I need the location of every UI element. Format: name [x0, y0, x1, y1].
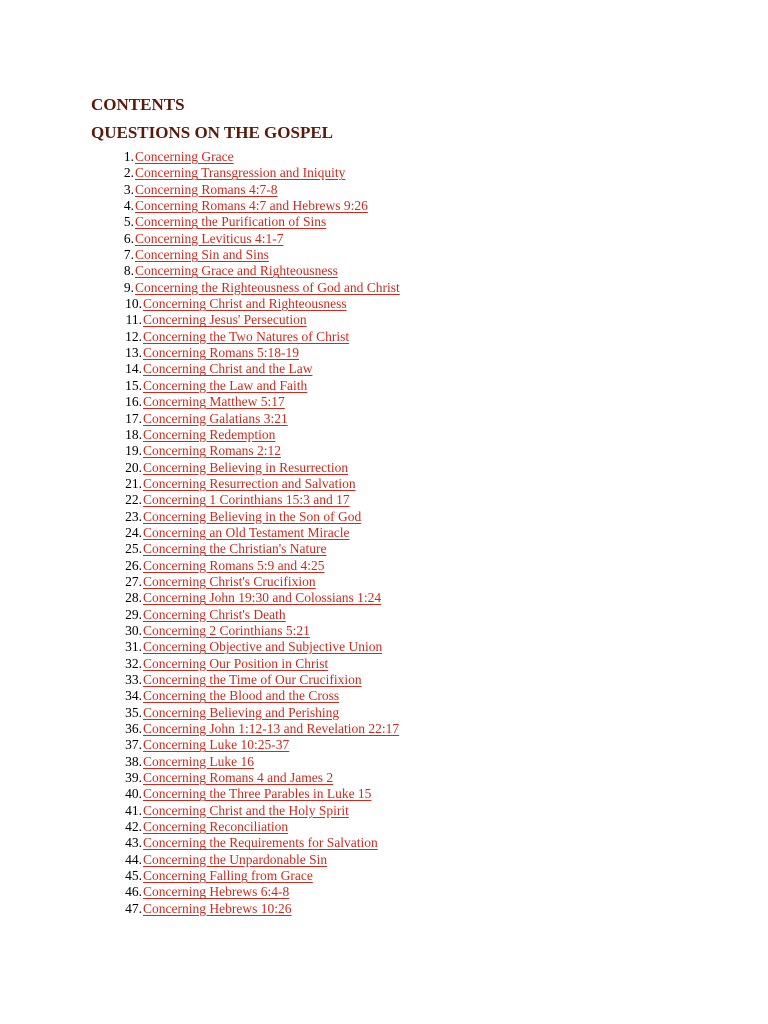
- toc-link[interactable]: Concerning Redemption: [143, 426, 276, 442]
- toc-item: [91, 656, 748, 672]
- toc-item: [91, 639, 748, 655]
- toc-link[interactable]: Concerning Galatians 3:21: [143, 410, 288, 426]
- toc-link[interactable]: Concerning an Old Testament Miracle: [143, 524, 350, 540]
- toc-link[interactable]: Concerning the Purification of Sins: [135, 214, 327, 230]
- toc-item-number: 38.: [125, 753, 142, 769]
- toc-item: [91, 868, 748, 884]
- toc-link[interactable]: Concerning Reconciliation: [143, 819, 289, 835]
- toc-link[interactable]: Concerning Sin and Sins: [135, 247, 269, 263]
- toc-link[interactable]: Concerning Believing in Resurrection: [143, 459, 349, 475]
- toc-item-number: 33.: [125, 672, 142, 687]
- toc-item-number: 42.: [125, 819, 142, 835]
- toc-link[interactable]: Concerning Romans 2:12: [143, 443, 281, 459]
- toc-item: [91, 525, 748, 541]
- toc-item-number: 28.: [125, 590, 142, 606]
- toc-item: [91, 786, 748, 802]
- toc-link[interactable]: Concerning Grace: [135, 149, 234, 164]
- toc-link[interactable]: Concerning Christ and the Law: [143, 361, 313, 377]
- toc-item: [91, 165, 748, 181]
- toc-link[interactable]: Concerning John 1:12-13 and Revelation 22:17: [143, 721, 400, 737]
- toc-link[interactable]: Concerning the Three Parables in Luke 15: [143, 786, 372, 802]
- toc-item: [91, 280, 748, 296]
- toc-item: [91, 411, 748, 427]
- toc-item: [91, 901, 748, 917]
- toc-item-number: 43.: [125, 835, 142, 851]
- toc-item-number: 29.: [125, 606, 142, 622]
- toc-item-number: 7.: [123, 247, 134, 263]
- toc-item-number: 12.: [125, 328, 142, 344]
- toc-link[interactable]: Concerning Transgression and Iniquity: [135, 165, 346, 181]
- toc-item-number: 44.: [125, 851, 142, 867]
- toc-link[interactable]: Concerning the Two Natures of Christ: [143, 328, 350, 344]
- toc-link[interactable]: Concerning John 19:30 and Colossians 1:24: [143, 590, 382, 606]
- toc-item: [91, 558, 748, 574]
- toc-link[interactable]: Concerning Our Position in Christ: [143, 655, 329, 671]
- toc-item-number: 9.: [123, 279, 134, 295]
- toc-item-number: 37.: [125, 737, 142, 753]
- toc-link[interactable]: Concerning Believing and Perishing: [143, 704, 340, 720]
- toc-item-number: 16.: [125, 394, 142, 410]
- toc-link[interactable]: Concerning Romans 5:18-19: [143, 345, 299, 361]
- toc-link[interactable]: Concerning Grace and Righteousness: [135, 263, 338, 279]
- toc-item-number: 14.: [125, 361, 142, 377]
- toc-item-number: 36.: [125, 721, 142, 737]
- toc-item: [91, 541, 748, 557]
- toc-link[interactable]: Concerning Christ's Crucifixion: [143, 573, 316, 589]
- toc-item-number: 8.: [123, 263, 134, 279]
- toc-item: [91, 394, 748, 410]
- toc-item-number: 41.: [125, 802, 142, 818]
- toc-item: [91, 492, 748, 508]
- toc-item-number: 46.: [125, 884, 142, 900]
- toc-item: [91, 149, 748, 165]
- toc-link[interactable]: Concerning Believing in the Son of God: [143, 508, 362, 524]
- toc-item: [91, 852, 748, 868]
- toc-item: [91, 460, 748, 476]
- toc-item-number: 10.: [125, 296, 142, 312]
- toc-link[interactable]: Concerning Hebrews 6:4-8: [143, 884, 290, 900]
- toc-link[interactable]: Concerning the Time of Our Crucifixion: [143, 672, 362, 687]
- toc-item: [91, 884, 748, 900]
- toc-item-number: 34.: [125, 688, 142, 704]
- contents-heading: CONTENTS: [91, 95, 185, 114]
- toc-item-number: 32.: [125, 655, 142, 671]
- toc-item: [91, 296, 748, 312]
- toc-item-number: 26.: [125, 557, 142, 573]
- toc-item-number: 23.: [125, 508, 142, 524]
- toc-link[interactable]: Concerning Luke 10:25-37: [143, 737, 290, 753]
- toc-item: [91, 721, 748, 737]
- toc-link[interactable]: Concerning the Righteousness of God and Christ: [135, 279, 400, 295]
- toc-item-number: 3.: [123, 181, 134, 197]
- toc-item-number: 30.: [125, 622, 142, 638]
- toc-item: [91, 688, 748, 704]
- toc-link[interactable]: Concerning 1 Corinthians 15:3 and 17: [143, 492, 350, 508]
- toc-item-number: 5.: [123, 214, 134, 230]
- toc-item: [91, 345, 748, 361]
- toc-item-number: 35.: [125, 704, 142, 720]
- toc-link[interactable]: Concerning Matthew 5:17: [143, 394, 285, 410]
- toc-link[interactable]: Concerning Romans 4 and James 2: [143, 770, 334, 786]
- toc-link[interactable]: Concerning Christ and the Holy Spirit: [143, 802, 349, 818]
- toc-link[interactable]: Concerning Christ and Righteousness: [143, 296, 347, 312]
- toc-item: [91, 607, 748, 623]
- toc-item-number: 13.: [125, 345, 142, 361]
- toc-item: [91, 378, 748, 394]
- toc-link[interactable]: Concerning the Law and Faith: [143, 377, 308, 393]
- toc-item: [91, 835, 748, 851]
- toc-item-number: 18.: [125, 426, 142, 442]
- toc-link[interactable]: Concerning Resurrection and Salvation: [143, 475, 356, 491]
- toc-item: [91, 803, 748, 819]
- toc-item: [91, 263, 748, 279]
- toc-item: [91, 770, 748, 786]
- toc-item: [91, 590, 748, 606]
- toc-item: [91, 737, 748, 753]
- toc-link[interactable]: Concerning Objective and Subjective Union: [143, 639, 383, 655]
- toc-item: [91, 509, 748, 525]
- toc-item-number: 2.: [123, 165, 134, 181]
- toc-link[interactable]: Concerning Romans 5:9 and 4:25: [143, 557, 325, 573]
- toc-item: [91, 476, 748, 492]
- toc-item-number: 19.: [125, 443, 142, 459]
- toc-item-number: 20.: [125, 459, 142, 475]
- toc-item-number: 39.: [125, 770, 142, 786]
- toc-item-number: 6.: [123, 230, 134, 246]
- document-page: [91, 94, 748, 917]
- toc-item: [91, 214, 748, 230]
- toc-item-number: 21.: [125, 475, 142, 491]
- toc-link[interactable]: Concerning the Blood and the Cross: [143, 688, 340, 704]
- toc-link[interactable]: Concerning Falling from Grace: [143, 868, 313, 884]
- toc-item-number: 25.: [125, 541, 142, 557]
- toc-item-number: 15.: [125, 377, 142, 393]
- toc-link[interactable]: Concerning Jesus' Persecution: [143, 312, 307, 328]
- toc-item: [91, 427, 748, 443]
- toc-link[interactable]: Concerning Romans 4:7 and Hebrews 9:26: [135, 198, 368, 214]
- toc-link[interactable]: Concerning Leviticus 4:1-7: [135, 230, 284, 246]
- toc-item: [91, 672, 748, 688]
- toc-link[interactable]: Concerning Hebrews 10:26: [143, 900, 292, 916]
- toc-link[interactable]: Concerning Romans 4:7-8: [135, 181, 278, 197]
- toc-item-number: 24.: [125, 524, 142, 540]
- toc-item: [91, 754, 748, 770]
- toc-link[interactable]: Concerning the Christian's Nature: [143, 541, 327, 557]
- toc-item: [91, 182, 748, 198]
- toc-item: [91, 623, 748, 639]
- toc-item: [91, 231, 748, 247]
- toc-item-number: 17.: [125, 410, 142, 426]
- toc-item-number: 1.: [123, 149, 134, 164]
- toc-item-number: 11.: [125, 312, 142, 328]
- toc-item: [91, 329, 748, 345]
- toc-link[interactable]: Concerning Christ's Death: [143, 606, 286, 622]
- toc-item-number: 40.: [125, 786, 142, 802]
- toc-item-number: 4.: [123, 198, 134, 214]
- section-title: QUESTIONS ON THE GOSPEL: [91, 123, 334, 142]
- toc-item: [91, 819, 748, 835]
- toc-item-number: 27.: [125, 573, 142, 589]
- toc-item-number: 22.: [125, 492, 142, 508]
- toc-link[interactable]: Concerning 2 Corinthians 5:21: [143, 622, 310, 638]
- toc-link[interactable]: Concerning the Requirements for Salvation: [143, 835, 378, 851]
- toc-item: [91, 574, 748, 590]
- toc-item: [91, 443, 748, 459]
- toc-item: [91, 361, 748, 377]
- toc-item: [91, 247, 748, 263]
- toc-item: [91, 705, 748, 721]
- toc-item-number: 47.: [125, 900, 142, 916]
- toc-item: [91, 198, 748, 214]
- toc-link[interactable]: Concerning Luke 16: [143, 753, 254, 769]
- table-of-contents: [91, 149, 748, 917]
- toc-link[interactable]: Concerning the Unpardonable Sin: [143, 851, 328, 867]
- toc-item-number: 31.: [125, 639, 142, 655]
- toc-item-number: 45.: [125, 868, 142, 884]
- toc-item: [91, 312, 748, 328]
